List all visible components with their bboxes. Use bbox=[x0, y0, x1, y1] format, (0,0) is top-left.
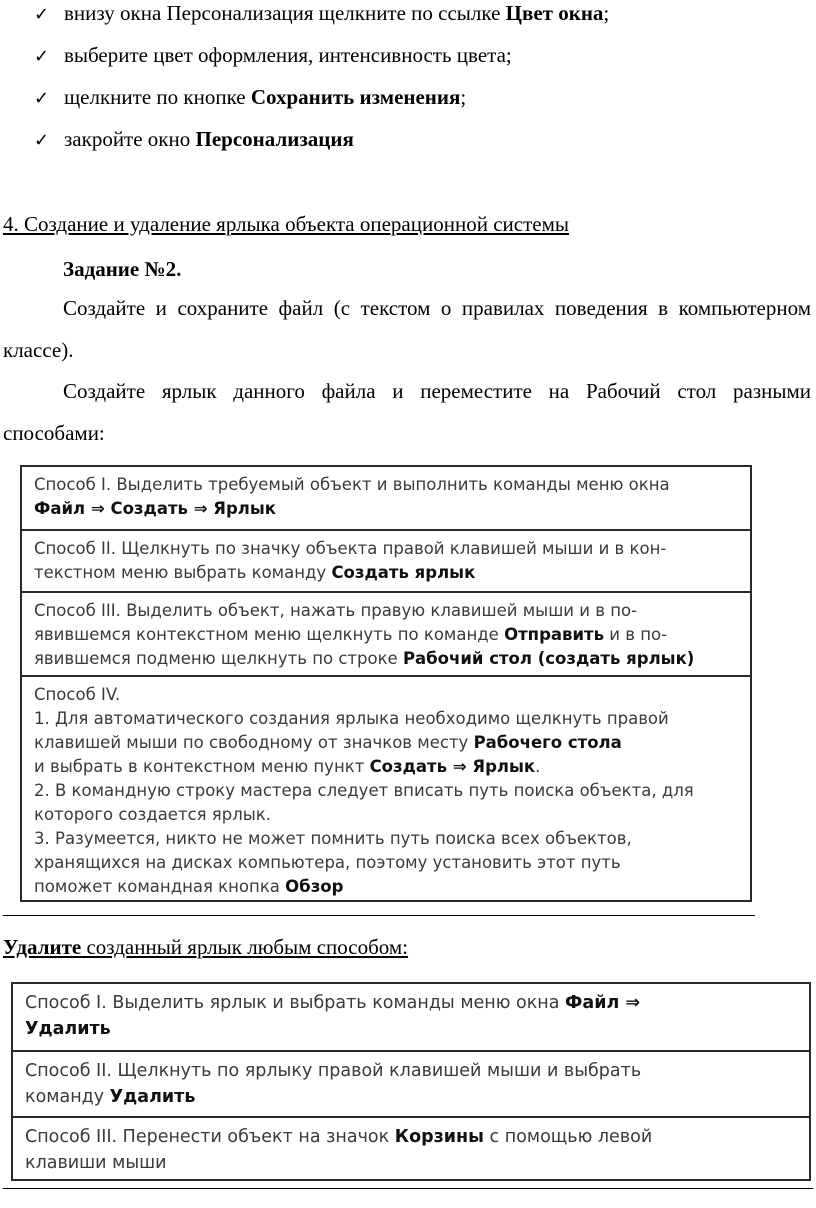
method-text: явившемся подменю щелкнуть по строке bbox=[34, 649, 403, 668]
method-command: Корзины bbox=[394, 1127, 484, 1147]
checklist-bold: Персонализация bbox=[195, 127, 354, 151]
method-cell bbox=[22, 529, 750, 591]
method-command: Создать ярлык bbox=[331, 563, 476, 582]
method-text: Способ IV. bbox=[34, 685, 121, 704]
divider bbox=[3, 915, 755, 916]
checklist-item bbox=[34, 42, 512, 70]
create-methods-table bbox=[20, 465, 752, 902]
method-text: 2. В командную строку мастера следует вписать путь поиска объекта, для bbox=[34, 781, 694, 800]
checkmark-icon: ✓ bbox=[34, 88, 50, 109]
paragraph: Создайте и сохраните файл (с текстом о правилах поведения в компьютерном классе). bbox=[3, 296, 811, 362]
method-command: Файл ⇒ bbox=[565, 993, 641, 1013]
method-text: с помощью левой bbox=[483, 1127, 653, 1147]
method-cell bbox=[22, 591, 750, 675]
checklist-text: закройте окно bbox=[64, 127, 196, 151]
method-text: и в по- bbox=[604, 625, 668, 644]
method-text: Способ II. Щелкнуть по ярлыку правой клавишей мыши и выбрать bbox=[25, 1061, 642, 1081]
method-text: . bbox=[535, 757, 541, 776]
checklist-item bbox=[34, 126, 354, 154]
method-command: Обзор bbox=[285, 877, 344, 896]
delete-heading-bold: Удалите bbox=[3, 935, 82, 959]
method-text: и выбрать в контекстном меню пункт bbox=[34, 757, 370, 776]
method-text: Способ I. Выделить ярлык и выбрать команды меню окна bbox=[25, 993, 566, 1013]
checklist-tail: ; bbox=[603, 1, 610, 25]
delete-heading bbox=[3, 934, 408, 960]
method-text: Способ III. Выделить объект, нажать правую клавишей мыши и в по- bbox=[34, 601, 638, 620]
method-cell bbox=[13, 1050, 809, 1116]
checklist-item bbox=[34, 84, 466, 112]
method-text: поможет командная кнопка bbox=[34, 877, 286, 896]
checklist-bold: Цвет окна bbox=[505, 1, 604, 25]
method-text: Способ I. Выделить требуемый объект и выполнить команды меню окна bbox=[34, 475, 670, 494]
section-heading: 4. Создание и удаление ярлыка объекта операционной системы bbox=[3, 212, 569, 236]
checklist-item bbox=[34, 0, 609, 28]
task-title: Задание №2. bbox=[63, 257, 182, 281]
method-command: Удалить bbox=[25, 1019, 111, 1039]
method-text: 1. Для автоматического создания ярлыка необходимо щелкнуть правой bbox=[34, 709, 669, 728]
checklist-text: щелкните по кнопке bbox=[64, 85, 251, 109]
checkmark-icon: ✓ bbox=[34, 46, 50, 67]
method-command: Файл ⇒ Создать ⇒ Ярлык bbox=[34, 499, 276, 518]
paragraph: Создайте ярлык данного файла и переместите на Рабочий стол разными способами: bbox=[3, 379, 811, 445]
checklist-text: выберите цвет оформления, интенсивность цвета; bbox=[64, 43, 512, 67]
method-cell bbox=[13, 1116, 809, 1179]
divider bbox=[3, 1188, 813, 1189]
method-cell bbox=[22, 467, 750, 529]
method-text: хранящихся на дисках компьютера, поэтому установить этот путь bbox=[34, 853, 621, 872]
method-command: Отправить bbox=[504, 625, 605, 644]
delete-heading-text: созданный ярлык любым способом: bbox=[81, 935, 409, 959]
method-cell bbox=[22, 675, 750, 900]
method-text: текстном меню выбрать команду bbox=[34, 563, 332, 582]
method-text: которого создается ярлык. bbox=[34, 805, 271, 824]
delete-methods-table bbox=[11, 982, 811, 1181]
checkmark-icon: ✓ bbox=[34, 4, 50, 25]
method-cell bbox=[13, 984, 809, 1050]
checklist-bold: Сохранить изменения bbox=[250, 85, 461, 109]
method-command: Удалить bbox=[109, 1087, 196, 1107]
method-text: 3. Разумеется, никто не может помнить путь поиска всех объектов, bbox=[34, 829, 632, 848]
checkmark-icon: ✓ bbox=[34, 130, 50, 151]
method-text: команду bbox=[25, 1087, 110, 1107]
method-command: Создать ⇒ Ярлык bbox=[369, 757, 536, 776]
method-text: явившемся контекстном меню щелкнуть по команде bbox=[34, 625, 505, 644]
checklist-text: внизу окна Персонализация щелкните по ссылке bbox=[64, 1, 506, 25]
method-text: клавишей мыши по свободному от значков месту bbox=[34, 733, 474, 752]
checklist-tail: ; bbox=[460, 85, 467, 109]
method-command: Рабочий стол (создать ярлык) bbox=[402, 649, 695, 668]
method-text: Способ II. Щелкнуть по значку объекта правой клавишей мыши и в кон- bbox=[34, 539, 667, 558]
method-text: Способ III. Перенести объект на значок bbox=[25, 1127, 395, 1147]
method-text: клавиши мыши bbox=[25, 1153, 167, 1173]
method-command: Рабочего стола bbox=[473, 733, 622, 752]
